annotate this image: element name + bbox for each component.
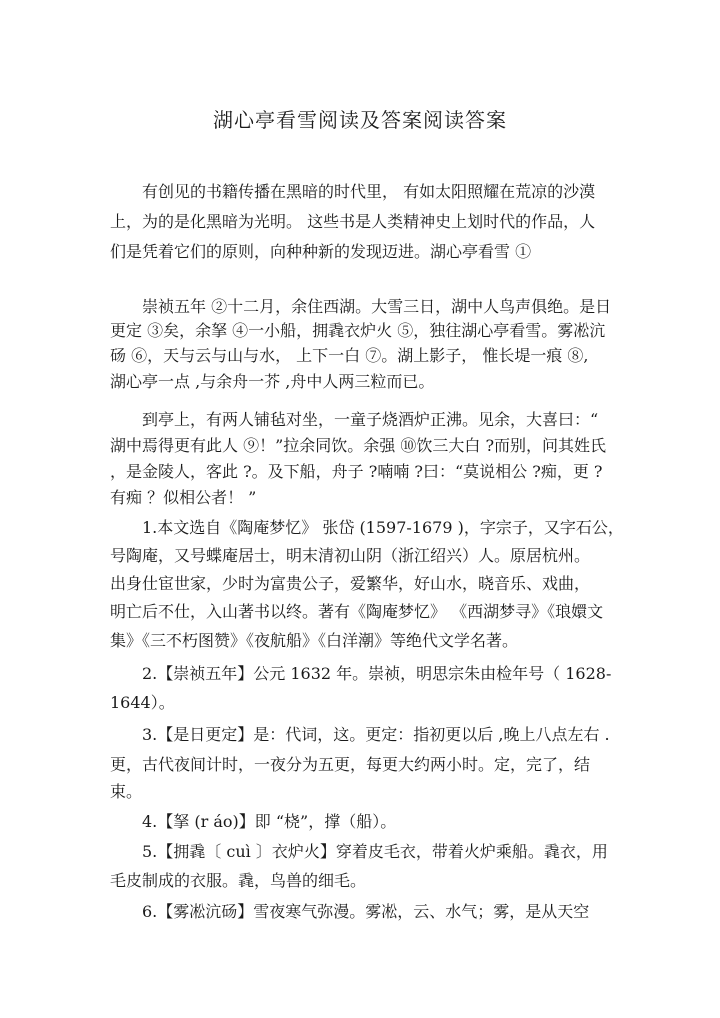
text-line: 更，古代夜间计时，一夜分为五更，每更大约两小时。定，完了，结	[110, 755, 591, 774]
text-line: 到亭上，有两人铺毡对坐，一童子烧酒炉正沸。见余，大喜曰：“	[142, 410, 599, 429]
text-line: 1644）。	[110, 693, 175, 712]
text-line: 们是凭着它们的原则，向种种新的发现迈进。湖心亭看雪 ①	[110, 242, 532, 261]
text-line: 明亡后不仕，入山著书以终。著有《陶庵梦忆》 《西湖梦寻》《琅嬛文	[110, 602, 604, 621]
text-line: ，是金陵人，客此 ?。及下船，舟子 ?喃喃 ?曰：“莫说相公 ?痴，更 ?	[110, 462, 603, 481]
text-line: 更定 ③矣，余拏 ④一小船，拥毳衣炉火 ⑤，独往湖心亭看雪。雾凇沆	[110, 321, 606, 340]
text-line: 束。	[110, 782, 143, 801]
text-line: 6.【雾凇沆砀】雪夜寒气弥漫。雾凇，云、水气；雾，是从天空	[142, 902, 590, 921]
text-line: 3.【是日更定】是：代词，这。更定：指初更以后 ,晚上八点左右 .	[142, 725, 610, 744]
text-line: 2.【崇祯五年】公元 1632 年。崇祯，明思宗朱由检年号（ 1628-	[142, 664, 612, 683]
text-line: 号陶庵，又号蝶庵居士，明末清初山阴（浙江绍兴）人。原居杭州。	[110, 546, 591, 565]
page-title: 湖心亭看雪阅读及答案阅读答案	[213, 108, 507, 132]
text-line: 集》《三不朽图赞》《夜航船》《白洋潮》等绝代文学名著。	[110, 631, 519, 650]
text-line: 出身仕宦世家，少时为富贵公子，爱繁华，好山水，晓音乐、戏曲，	[110, 574, 591, 593]
text-line: 上，为的是化黑暗为光明。 这些书是人类精神史上划时代的作品，人	[110, 212, 596, 231]
text-line: 4.【拏 (r áo)】即 “桡”，撑（船）。	[142, 812, 397, 831]
text-line: 湖心亭一点 ,与余舟一芥 ,舟中人两三粒而已。	[110, 372, 435, 391]
text-line: 有痴 ？似相公者！ ”	[110, 488, 257, 507]
text-line: 5.【拥毳〔 cuì 〕衣炉火】穿着皮毛衣，带着火炉乘船。毳衣，用	[142, 842, 608, 861]
text-line: 砀 ⑥，天与云与山与水， 上下一白 ⑦。湖上影子， 惟长堤一痕 ⑧,	[110, 346, 589, 365]
text-line: 1.本文选自《陶庵梦忆》 张岱 (1597-1679 )，字宗子，又字石公，	[142, 518, 624, 537]
text-line: 湖中焉得更有此人 ⑨！”拉余同饮。余强 ⑩饮三大白 ?而别，问其姓氏	[110, 436, 607, 455]
text-line: 毛皮制成的衣服。毳，鸟兽的细毛。	[110, 871, 367, 890]
text-line: 有创见的书籍传播在黑暗的时代里， 有如太阳照耀在荒凉的沙漠	[142, 182, 596, 201]
text-line: 崇祯五年 ②十二月，余住西湖。大雪三日，湖中人鸟声俱绝。是日	[142, 297, 612, 316]
